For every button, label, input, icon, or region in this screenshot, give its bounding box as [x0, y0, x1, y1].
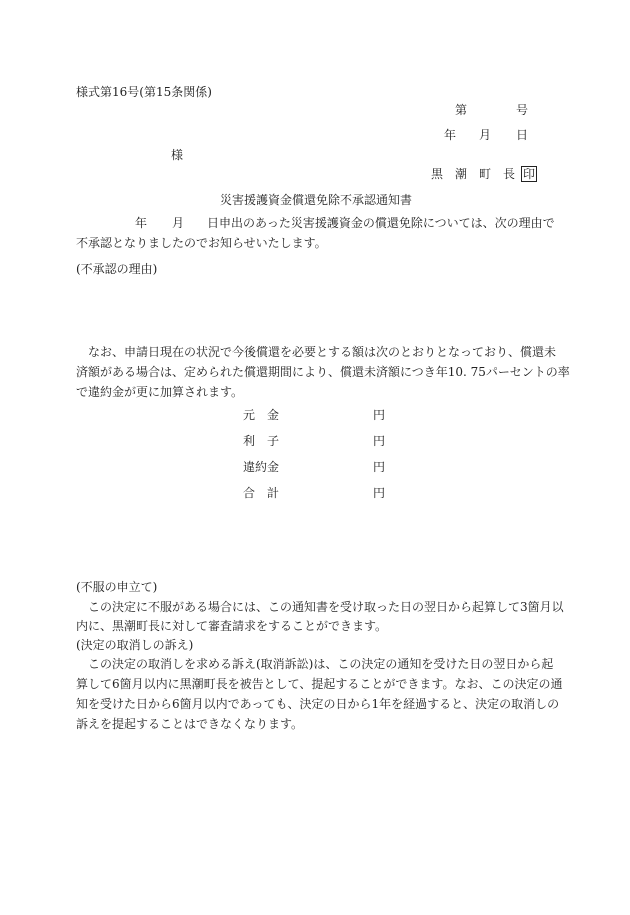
date-year: 年 [444, 128, 457, 142]
number-prefix: 第 [455, 103, 468, 117]
intro-month: 月 [172, 216, 185, 230]
notice-line: なお、申請日現在の状況で今後償還を必要とする額は次のとおりとなっており、償還未 [76, 345, 557, 359]
revocation-line: この決定の取消しを求める訴え(取消訴訟)は、この決定の通知を受けた日の翌日から起 [76, 657, 554, 671]
amount-label: 違約金 [243, 460, 280, 474]
number-suffix: 号 [516, 103, 529, 117]
objection-line: 内に、黒潮町長に対して審査請求をすることができます。 [76, 619, 388, 633]
amount-unit: 円 [373, 460, 386, 474]
issuer-name: 黒 潮 町 長 [431, 167, 516, 181]
reason-heading: (不承認の理由) [76, 262, 158, 276]
amount-row-total [243, 487, 403, 501]
revocation-line: 知を受けた日から6箇月以内であっても、決定の日から1年を経過すると、決定の取消しの [76, 697, 560, 711]
notice-line: 済額がある場合は、定められた償還期間により、償還未済額につき年10. 75パーセントの率 [76, 365, 570, 379]
date-day: 日 [516, 128, 529, 142]
notice-line: で違約金が更に加算されます。 [76, 385, 244, 399]
objection-line: この決定に不服がある場合には、この通知書を受け取った日の翌日から起算して3箇月以 [76, 600, 564, 614]
amount-label: 合 計 [243, 486, 280, 500]
amount-unit: 円 [373, 434, 386, 448]
document-title: 災害援護資金償還免除不承認通知書 [220, 193, 413, 207]
intro-text-line1: 日申出のあった災害援護資金の償還免除については、次の理由で [207, 216, 555, 230]
amount-row-interest [243, 435, 403, 449]
seal-stamp: 印 [523, 167, 536, 181]
objection-heading: (不服の申立て) [76, 580, 158, 594]
addressee-suffix: 様 [171, 148, 184, 162]
amount-row-principal [243, 409, 403, 423]
amount-unit: 円 [373, 486, 386, 500]
revocation-line: 訴えを提起することはできなくなります。 [76, 717, 304, 731]
intro-text-line2: 不承認となりましたのでお知らせいたします。 [76, 236, 327, 250]
form-header: 様式第16号(第15条関係) [76, 85, 212, 99]
amount-unit: 円 [373, 408, 386, 422]
amount-label: 利 子 [243, 434, 280, 448]
revocation-line: 算して6箇月以内に黒潮町長を被告として、提起することができます。なお、この決定の通 [76, 677, 563, 691]
amount-label: 元 金 [243, 408, 280, 422]
amount-row-penalty [243, 461, 403, 475]
intro-year: 年 [135, 216, 148, 230]
revocation-heading: (決定の取消しの訴え) [76, 638, 194, 652]
issuer [431, 166, 537, 182]
date-month: 月 [479, 128, 492, 142]
